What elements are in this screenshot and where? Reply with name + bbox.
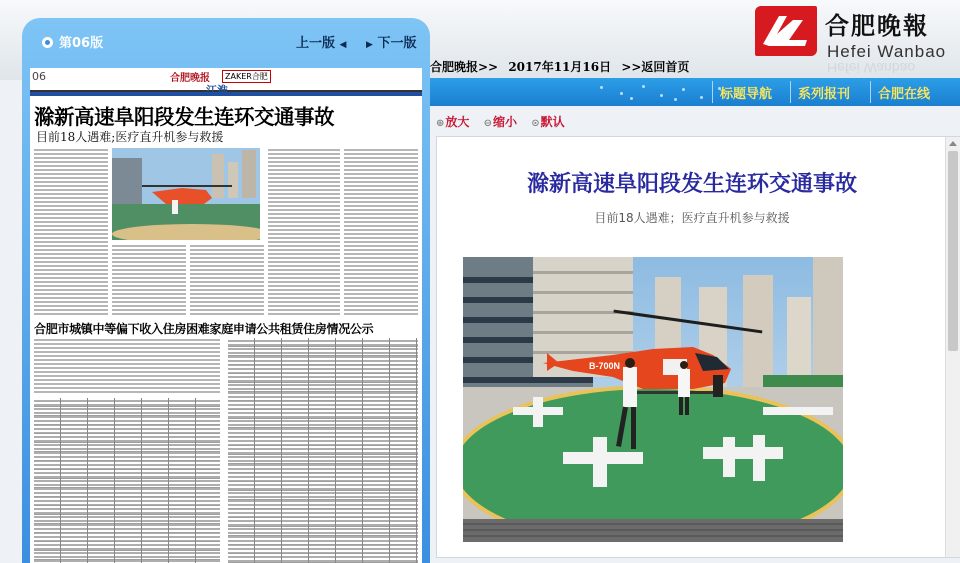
helicopter-tail-number: B-700N: [589, 361, 621, 371]
article-title: 滁新高速阜阳段发生连环交通事故: [526, 171, 857, 197]
newspaper-subhead: 目前18人遇难;医疗直升机参与救援: [36, 130, 224, 144]
page-indicator-icon: [42, 37, 53, 48]
next-page-label: 下一版: [377, 36, 417, 51]
nav-separator: [870, 81, 871, 103]
arrow-left-icon: ◀: [339, 40, 347, 50]
article-text-column: [112, 244, 186, 316]
nav-separator: [712, 81, 713, 103]
zoom-reset-icon: ⊙: [531, 118, 540, 129]
zoom-in-icon: ⊕: [436, 118, 445, 129]
zoom-reset-label: 默认: [540, 115, 565, 129]
notice-table-right: [228, 338, 418, 563]
breadcrumb-date: 2017年11月16日: [508, 60, 612, 74]
page-viewer-panel: [22, 18, 430, 563]
newspaper-headline[interactable]: 滁新高速阜阳段发生连环交通事故: [34, 105, 334, 129]
logo-text-en: Hefei Wanbao: [827, 42, 947, 61]
logo-mark-icon: [755, 6, 817, 56]
nav-separator: [790, 81, 791, 103]
article-text-column: [190, 244, 264, 316]
page-number-label: 第06版: [59, 36, 104, 51]
zoom-in-button[interactable]: [436, 115, 469, 129]
nav-decoration: [590, 82, 730, 102]
arrow-right-icon: ▶: [366, 40, 373, 50]
zoom-out-button[interactable]: [484, 115, 517, 129]
breadcrumb-home-link[interactable]: >>返回首页: [621, 60, 690, 74]
hefei-wanbao-logo[interactable]: [755, 4, 955, 76]
nav-title-navigation[interactable]: 标题导航: [720, 87, 773, 102]
article-photo[interactable]: [463, 257, 843, 542]
article-text-column: [344, 148, 418, 316]
zaker-badge: ZAKER合肥: [222, 70, 271, 83]
scrollbar-thumb[interactable]: [948, 151, 958, 351]
prev-page-button[interactable]: [296, 32, 346, 51]
zoom-out-label: 缩小: [492, 115, 517, 129]
article-subtitle: 目前18人遇难；医疗直升机参与救援: [594, 211, 790, 225]
prev-page-label: 上一版: [296, 36, 336, 51]
zoom-reset-button[interactable]: [531, 115, 564, 129]
zoom-controls: [436, 113, 575, 130]
next-page-button[interactable]: [366, 32, 416, 51]
section-label: 江淮: [206, 84, 228, 97]
article-content-panel: [436, 136, 960, 558]
nav-series-papers[interactable]: 系列报刊: [798, 87, 851, 102]
notice-headline[interactable]: 合肥市城镇中等偏下收入住房困难家庭申请公共租赁住房情况公示: [34, 322, 374, 336]
article-text-column: [268, 148, 340, 316]
scroll-up-icon[interactable]: [949, 141, 957, 146]
newspaper-page-image[interactable]: [30, 68, 422, 563]
helicopter-photo: [463, 257, 843, 542]
zoom-out-icon: ⊖: [483, 118, 492, 129]
nav-hefei-online[interactable]: 合肥在线: [878, 87, 931, 102]
logo-text-cn: 合肥晚報: [825, 11, 929, 40]
logo-reflection: Hefei Wanbao: [827, 60, 916, 76]
newspaper-name: 合肥晚报: [170, 73, 210, 84]
page-viewer-header: [22, 18, 430, 60]
page-number-badge: [42, 32, 103, 51]
article-text-column: [34, 148, 108, 316]
nav-bar: [430, 78, 960, 106]
notice-table-left: [34, 398, 220, 563]
notice-text-block: [34, 338, 220, 394]
newspaper-page-number: 06: [32, 70, 46, 83]
breadcrumb: [430, 58, 695, 75]
content-scrollbar[interactable]: [945, 137, 960, 557]
newspaper-photo-thumb: [112, 148, 260, 240]
breadcrumb-paper-link[interactable]: 合肥晚报>>: [430, 60, 499, 74]
zoom-in-label: 放大: [445, 115, 470, 129]
